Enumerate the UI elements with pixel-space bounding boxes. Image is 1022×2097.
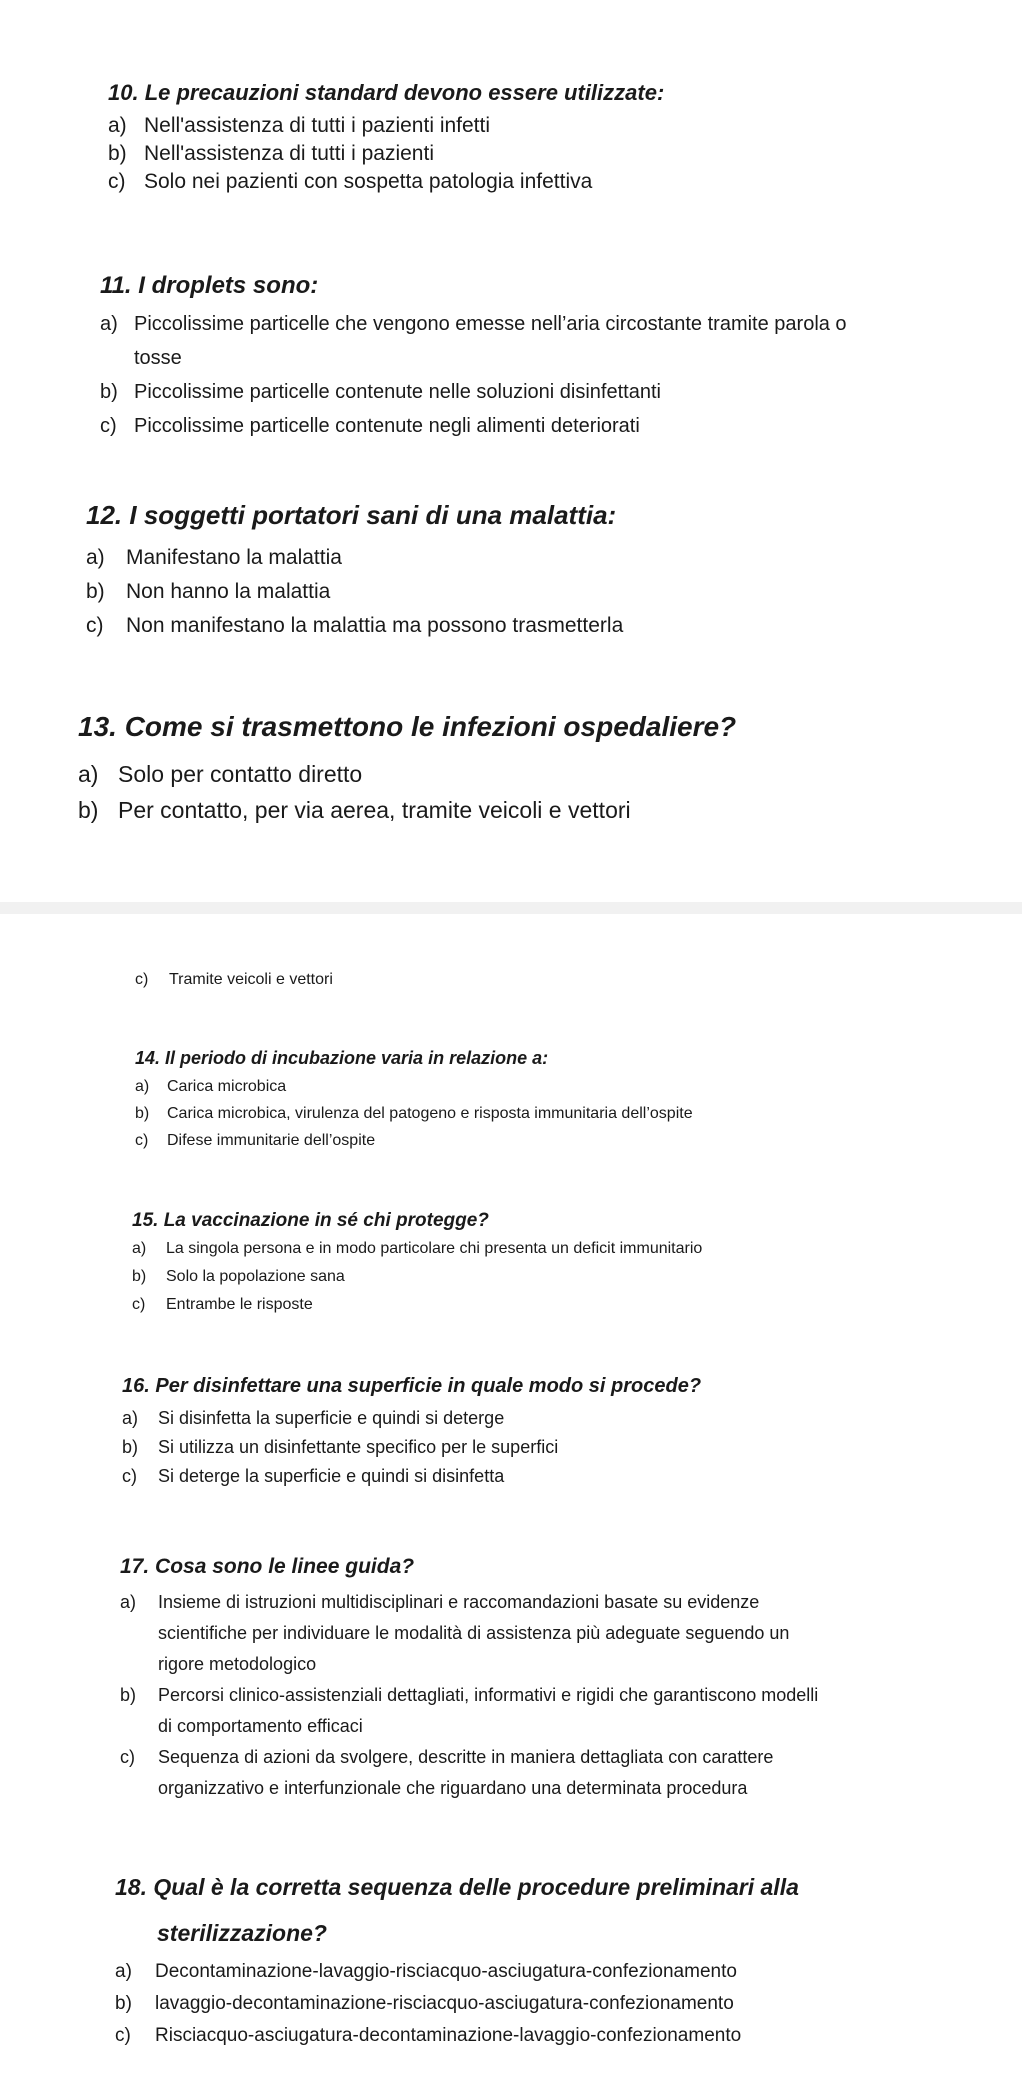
option-letter: c) <box>115 2025 131 2046</box>
option-text: Non hanno la malattia <box>126 580 331 604</box>
answer-option-c <box>132 1291 1022 1319</box>
answer-option-c <box>86 609 1022 643</box>
option-text: Nell'assistenza di tutti i pazienti infetti <box>144 114 491 138</box>
answer-option-b <box>120 1680 1022 1742</box>
option-text: tosse <box>134 346 182 369</box>
option-text: Piccolissime particelle contenute negli alimenti deteriorati <box>134 414 640 437</box>
answer-option-b <box>100 375 1022 409</box>
option-text: Non manifestano la malattia ma possono trasmetterla <box>126 614 624 638</box>
question-12 <box>86 500 1022 643</box>
option-letter: c) <box>135 971 149 988</box>
option-text: scientifiche per individuare le modalità di assistenza più adeguate seguendo un <box>158 1623 790 1644</box>
option-text: Tramite veicoli e vettori <box>169 971 333 988</box>
option-letter: a) <box>132 1239 147 1257</box>
option-text: Insieme di istruzioni multidisciplinari e raccomandazioni basate su evidenze <box>158 1592 760 1613</box>
option-text: La singola persona e in modo particolare chi presenta un deficit immunitario <box>166 1239 703 1257</box>
answer-option-c <box>135 1127 1022 1154</box>
answer-option-c <box>115 2020 1022 2052</box>
option-text: Entrambe le risposte <box>166 1295 313 1313</box>
option-text: Carica microbica, virulenza del patogeno e risposta immunitaria dell’ospite <box>167 1104 693 1122</box>
question-title <box>115 1864 1022 1956</box>
option-text: Si utilizza un disinfettante specifico per le superfici <box>158 1437 559 1457</box>
question-title-line-1: 18. Qual è la corretta sequenza delle procedure preliminari alla <box>115 1874 799 1900</box>
answer-option-a <box>100 307 1022 375</box>
question-title: 10. Le precauzioni standard devono essere utilizzate: <box>108 80 665 105</box>
question-10 <box>108 80 1022 196</box>
answer-option-b <box>135 1100 1022 1127</box>
answer-option-c <box>120 1742 1022 1804</box>
answer-option-a <box>122 1404 1022 1433</box>
answer-option-b <box>122 1433 1022 1462</box>
answer-option-a <box>120 1587 1022 1680</box>
question-title-line-2: sterilizzazione? <box>157 1920 327 1946</box>
option-letter: c) <box>132 1295 146 1313</box>
option-text: Manifestano la malattia <box>126 546 342 570</box>
option-letter: a) <box>108 114 127 138</box>
option-text: Nell'assistenza di tutti i pazienti <box>144 142 434 166</box>
option-letter: b) <box>135 1104 150 1122</box>
document-page-1 <box>0 0 1022 904</box>
question-14 <box>135 1048 1022 1154</box>
option-text: rigore metodologico <box>158 1654 317 1675</box>
option-text: Decontaminazione-lavaggio-risciacquo-asciugatura-confezionamento <box>155 1961 737 1982</box>
option-letter: c) <box>100 414 117 437</box>
answer-option-b <box>78 792 1022 828</box>
option-letter: a) <box>135 1077 150 1095</box>
option-text: Solo nei pazienti con sospetta patologia infettiva <box>144 170 593 194</box>
answer-option-a <box>132 1235 1022 1263</box>
option-letter: b) <box>86 580 105 604</box>
option-text: Solo la popolazione sana <box>166 1267 345 1285</box>
option-letter: c) <box>135 1131 149 1149</box>
option-letter: b) <box>115 1993 132 2014</box>
option-letter: c) <box>122 1466 137 1486</box>
option-text: Percorsi clinico-assistenziali dettagliati, informativi e rigidi che garantiscono modelli <box>158 1685 819 1706</box>
question-title: 13. Come si trasmettono le infezioni ospedaliere? <box>78 711 737 742</box>
option-letter: a) <box>86 546 105 570</box>
question-title: 11. I droplets sono: <box>100 272 319 299</box>
answer-option-a <box>86 541 1022 575</box>
question-title: 17. Cosa sono le linee guida? <box>120 1555 415 1578</box>
option-text: Solo per contatto diretto <box>118 760 363 787</box>
option-text: Sequenza di azioni da svolgere, descritte in maniera dettagliata con carattere <box>158 1747 774 1768</box>
question-16 <box>122 1374 1022 1491</box>
option-letter: b) <box>122 1437 139 1457</box>
option-letter: c) <box>108 170 126 194</box>
question-13-continuation <box>135 971 1022 989</box>
question-title: 14. Il periodo di incubazione varia in relazione a: <box>135 1048 549 1068</box>
option-text: Difese immunitarie dell’ospite <box>167 1131 376 1149</box>
answer-option-c <box>135 971 1022 989</box>
answer-option-c <box>100 409 1022 443</box>
option-letter: a) <box>120 1592 137 1613</box>
answer-option-b <box>108 140 1022 168</box>
answer-option-a <box>108 112 1022 140</box>
option-letter: a) <box>115 1961 132 1982</box>
option-text: organizzativo e interfunzionale che riguardano una determinata procedura <box>158 1778 748 1799</box>
question-title: 12. I soggetti portatori sani di una malattia: <box>86 500 617 530</box>
option-text: Piccolissime particelle che vengono emesse nell’aria circostante tramite parola o <box>134 312 847 335</box>
document-page-2 <box>0 914 1022 2097</box>
question-17 <box>120 1554 1022 1804</box>
question-title: 16. Per disinfettare una superficie in quale modo si procede? <box>122 1375 702 1397</box>
answer-option-c <box>108 168 1022 196</box>
option-text: lavaggio-decontaminazione-risciacquo-asciugatura-confezionamento <box>155 1993 734 2014</box>
answer-option-b <box>132 1263 1022 1291</box>
answer-option-a <box>78 756 1022 792</box>
question-18 <box>115 1864 1022 2052</box>
answer-option-a <box>115 1956 1022 1988</box>
option-letter: a) <box>122 1408 139 1428</box>
option-letter: b) <box>120 1685 137 1706</box>
option-letter: c) <box>120 1747 135 1768</box>
question-15 <box>132 1210 1022 1319</box>
answer-option-b <box>86 575 1022 609</box>
option-text: Piccolissime particelle contenute nelle soluzioni disinfettanti <box>134 380 661 403</box>
answer-option-c <box>122 1462 1022 1491</box>
option-letter: b) <box>78 796 99 823</box>
option-text: di comportamento efficaci <box>158 1716 363 1737</box>
option-letter: b) <box>132 1267 147 1285</box>
option-text: Si disinfetta la superficie e quindi si deterge <box>158 1408 505 1428</box>
answer-option-b <box>115 1988 1022 2020</box>
answer-option-a <box>135 1073 1022 1100</box>
option-letter: a) <box>100 312 118 335</box>
option-letter: b) <box>100 380 118 403</box>
option-text: Per contatto, per via aerea, tramite veicoli e vettori <box>118 796 631 823</box>
option-letter: b) <box>108 142 127 166</box>
question-title: 15. La vaccinazione in sé chi protegge? <box>132 1210 489 1231</box>
option-text: Risciacquo-asciugatura-decontaminazione-lavaggio-confezionamento <box>155 2025 742 2046</box>
question-11 <box>100 272 1022 443</box>
question-13 <box>78 710 1022 828</box>
option-letter: c) <box>86 614 104 638</box>
option-letter: a) <box>78 760 99 787</box>
option-text: Carica microbica <box>167 1077 287 1095</box>
option-text: Si deterge la superficie e quindi si disinfetta <box>158 1466 505 1486</box>
